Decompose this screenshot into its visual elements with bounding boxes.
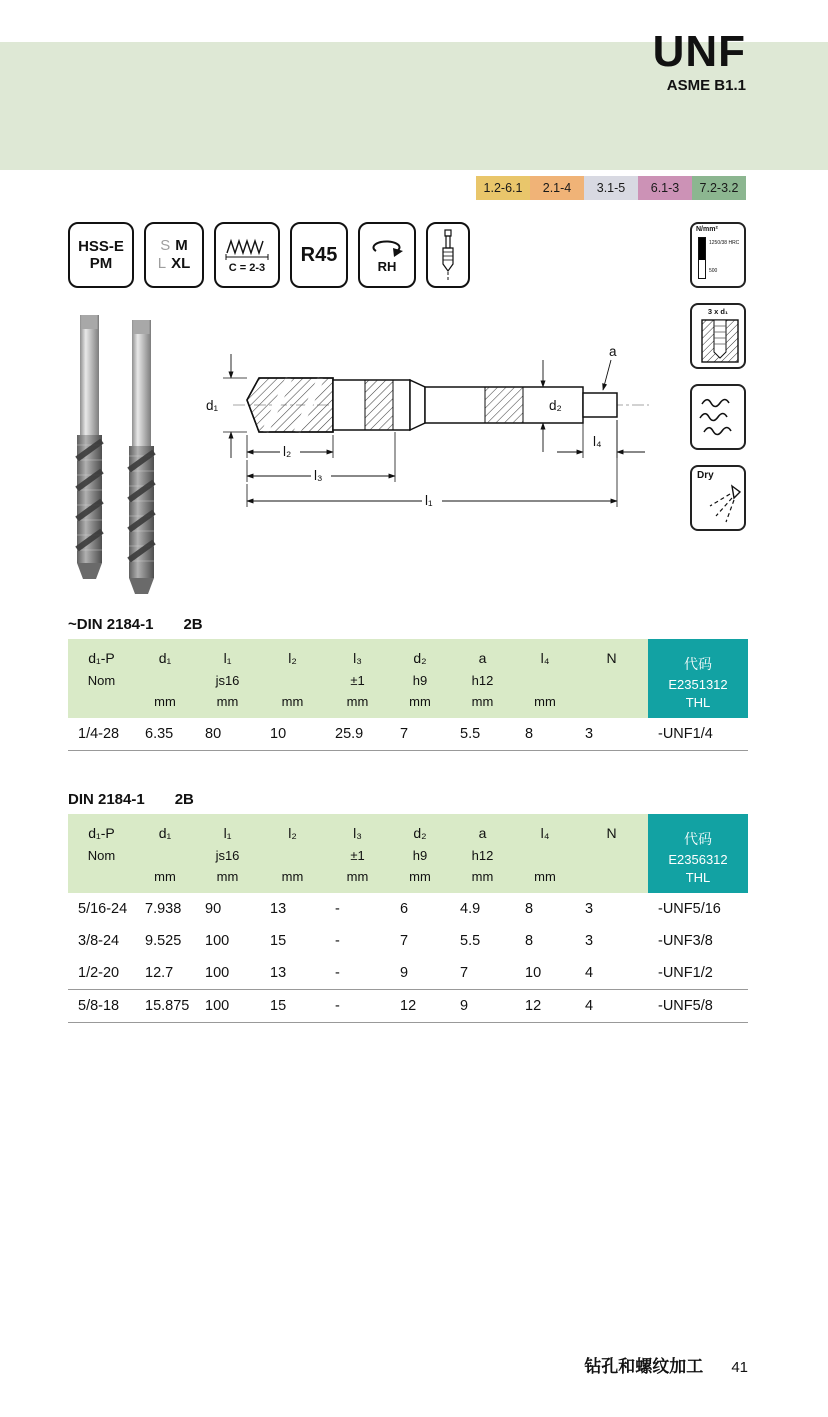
header-cell: js16 (195, 845, 260, 865)
header-cell (68, 865, 135, 893)
header-cell: h9 (390, 845, 450, 865)
size-row (160, 237, 188, 255)
data-cell: - (325, 893, 390, 925)
material-line2: PM (89, 255, 113, 272)
header-cell: mm (135, 690, 195, 718)
range-label: 3.1-5 (596, 181, 626, 195)
data-cell: 8 (515, 925, 575, 957)
data-cell: 3 (575, 893, 648, 925)
header-cell: l₄ (515, 639, 575, 670)
header-cell: js16 (195, 670, 260, 690)
header-cell: mm (390, 690, 450, 718)
code-cell (648, 639, 748, 718)
header-cell: mm (260, 865, 325, 893)
header-cell (68, 690, 135, 718)
data-cell: 9 (390, 957, 450, 990)
tool-type-badge (426, 222, 470, 288)
header-cell: h12 (450, 670, 515, 690)
hardness-min-label: 500 (709, 268, 718, 274)
page-subtitle: ASME B1.1 (666, 77, 746, 94)
blind-hole-icon (694, 318, 746, 368)
data-cell: 3/8-24 (68, 925, 135, 957)
table2-thread-class: 2B (174, 791, 194, 808)
rotation-label: RH (377, 259, 397, 274)
code-cell (648, 814, 748, 893)
data-cell: 7 (450, 957, 515, 990)
header-cell: l₁ (195, 814, 260, 845)
header-cell: d₁ (135, 814, 195, 845)
data-cell: 1/4-28 (68, 718, 135, 751)
header-row-symbols (68, 814, 748, 845)
table-row (68, 990, 748, 1023)
dry-machining-icon (690, 465, 746, 531)
badge-row (68, 222, 470, 288)
data-cell: 8 (515, 893, 575, 925)
header-cell: mm (390, 865, 450, 893)
chamfer-badge (214, 222, 280, 288)
header-cell: mm (515, 690, 575, 718)
page-footer (584, 1352, 748, 1377)
spray-icon (694, 482, 746, 528)
data-cell: 5.5 (450, 718, 515, 751)
tap-icon (437, 228, 459, 282)
depth-label: 3 x d₁ (707, 307, 729, 316)
header-cell: ±1 (325, 845, 390, 865)
header-cell (260, 670, 325, 690)
header-cell: mm (325, 690, 390, 718)
chips-icon (690, 384, 746, 450)
header-cell: l₃ (325, 814, 390, 845)
header-cell: l₂ (260, 639, 325, 670)
table1-thread-class: 2B (183, 616, 203, 633)
page-title: UNF (652, 27, 746, 76)
header-cell: d₁-P (68, 814, 135, 845)
header-row-tolerances (68, 845, 748, 865)
header-cell: h9 (390, 670, 450, 690)
radius-label: R45 (300, 243, 338, 266)
header-cell: d₂ (390, 814, 450, 845)
range-segment (584, 176, 638, 200)
rotation-arrow-icon (368, 236, 406, 258)
size-m: M (175, 237, 188, 254)
header-cell (260, 845, 325, 865)
data-cell: 4 (575, 990, 648, 1023)
header-cell: mm (450, 865, 515, 893)
header-cell: h12 (450, 845, 515, 865)
data-cell: 15.875 (135, 990, 195, 1023)
header-cell (575, 690, 648, 718)
header-cell: Nom (68, 670, 135, 690)
data-cell: 9.525 (135, 925, 195, 957)
data-cell: 13 (260, 893, 325, 925)
header-cell: d₂ (390, 639, 450, 670)
header-cell: mm (195, 690, 260, 718)
dim-label-l1: l₁ (425, 493, 433, 508)
header-cell: a (450, 814, 515, 845)
dim-label-l3: l₃ (314, 468, 323, 483)
chamfer-label: C = 2-3 (228, 262, 266, 274)
header-cell: mm (515, 865, 575, 893)
data-cell: 10 (515, 957, 575, 990)
size-s: S (160, 237, 171, 254)
header-cell: l₃ (325, 639, 390, 670)
header-cell (135, 670, 195, 690)
header-cell (515, 845, 575, 865)
code-number: E2351312 (668, 677, 728, 692)
code-number: E2356312 (668, 852, 728, 867)
data-cell: 7 (390, 718, 450, 751)
helix-angle-badge (290, 222, 348, 288)
dim-label-d1: d₁ (206, 398, 219, 413)
data-cell: -UNF1/2 (648, 957, 748, 990)
technical-drawing (205, 340, 655, 525)
thread-profile-icon (224, 236, 270, 260)
data-cell: 3 (575, 925, 648, 957)
hardness-unit-label: N/mm² (696, 226, 718, 233)
range-label: 1.2-6.1 (483, 181, 523, 195)
header-cell: mm (260, 690, 325, 718)
data-cell: 100 (195, 957, 260, 990)
page-number: 41 (731, 1359, 748, 1376)
data-cell: 6.35 (135, 718, 195, 751)
data-cell: 3 (575, 718, 648, 751)
header-cell: d₁-P (68, 639, 135, 670)
header-cell: mm (135, 865, 195, 893)
data-cell: 15 (260, 990, 325, 1023)
data-cell: 12 (515, 990, 575, 1023)
rotation-badge (358, 222, 416, 288)
header-cell: mm (325, 865, 390, 893)
header-cell (575, 865, 648, 893)
header-cell (515, 670, 575, 690)
code-suffix: THL (685, 695, 711, 710)
data-cell: - (325, 990, 390, 1023)
size-row (158, 255, 191, 273)
header-cell: mm (195, 865, 260, 893)
data-cell: -UNF5/16 (648, 893, 748, 925)
data-cell: 5.5 (450, 925, 515, 957)
hardness-max-label: 1250/38 HRC (709, 240, 740, 246)
data-cell: -UNF1/4 (648, 718, 748, 751)
table1-title (68, 616, 748, 633)
dim-label-a: a (609, 344, 617, 359)
header-cell: l₂ (260, 814, 325, 845)
data-cell: 12.7 (135, 957, 195, 990)
header-row-tolerances (68, 670, 748, 690)
range-label: 6.1-3 (650, 181, 680, 195)
data-cell: 6 (390, 893, 450, 925)
table1-standard: ~DIN 2184-1 (68, 616, 154, 633)
range-segment (476, 176, 530, 200)
footer-section-title: 钻孔和螺纹加工 (584, 1357, 704, 1376)
table-row (68, 925, 748, 957)
range-label: 2.1-4 (542, 181, 572, 195)
data-cell: - (325, 957, 390, 990)
data-cell: 13 (260, 957, 325, 990)
table2-section (68, 791, 748, 1023)
data-cell: 1/2-20 (68, 957, 135, 990)
data-cell: 4 (575, 957, 648, 990)
product-photos (66, 315, 171, 605)
data-cell: 9 (450, 990, 515, 1023)
data-cell: 5/8-18 (68, 990, 135, 1023)
brand-block (652, 27, 746, 94)
range-bar (476, 176, 746, 200)
data-cell: 5/16-24 (68, 893, 135, 925)
header-row-units (68, 865, 748, 893)
hardness-icon (690, 222, 746, 288)
tap-dimension-drawing (205, 340, 655, 520)
header-cell: a (450, 639, 515, 670)
data-cell: 15 (260, 925, 325, 957)
data-cell: 12 (390, 990, 450, 1023)
spec-table-2 (68, 814, 748, 1023)
table-row (68, 718, 748, 751)
dim-label-l2: l₂ (283, 444, 292, 459)
material-line1: HSS-E (78, 237, 124, 255)
spec-table-1 (68, 639, 748, 751)
table2-standard: DIN 2184-1 (68, 791, 145, 808)
dim-label-l4: l₄ (593, 434, 602, 449)
range-label: 7.2-3.2 (699, 181, 739, 195)
code-label: 代码 (684, 831, 712, 847)
data-cell: 100 (195, 925, 260, 957)
material-badge (68, 222, 134, 288)
code-label: 代码 (684, 656, 712, 672)
header-row-symbols (68, 639, 748, 670)
header-cell (575, 845, 648, 865)
header-row-units (68, 690, 748, 718)
header-cell: l₄ (515, 814, 575, 845)
header-cell: l₁ (195, 639, 260, 670)
dry-label: Dry (697, 470, 714, 481)
header-cell: Nom (68, 845, 135, 865)
tap-photo (66, 315, 114, 590)
header-cell: d₁ (135, 639, 195, 670)
data-cell: 25.9 (325, 718, 390, 751)
data-cell: - (325, 925, 390, 957)
data-cell: 100 (195, 990, 260, 1023)
range-segment (530, 176, 584, 200)
hardness-scale-bar (698, 237, 706, 279)
swarf-icon (692, 386, 744, 448)
data-cell: 7.938 (135, 893, 195, 925)
header-cell: ±1 (325, 670, 390, 690)
size-xl: XL (171, 255, 191, 272)
table-row (68, 893, 748, 925)
data-cell: 80 (195, 718, 260, 751)
range-segment (638, 176, 692, 200)
table-row (68, 957, 748, 990)
data-cell: -UNF3/8 (648, 925, 748, 957)
size-badge (144, 222, 204, 288)
table1-section (68, 616, 748, 751)
header-cell: N (575, 814, 648, 845)
code-suffix: THL (685, 870, 711, 885)
header-cell (135, 845, 195, 865)
dim-label-d2: d₂ (549, 398, 562, 413)
data-cell: 90 (195, 893, 260, 925)
header-cell: mm (450, 690, 515, 718)
data-cell: -UNF5/8 (648, 990, 748, 1023)
header-cell: N (575, 639, 648, 670)
size-l: L (157, 255, 167, 272)
data-cell: 10 (260, 718, 325, 751)
data-cell: 4.9 (450, 893, 515, 925)
table2-title (68, 791, 748, 808)
data-cell: 7 (390, 925, 450, 957)
tap-photo (118, 320, 166, 605)
range-segment (692, 176, 746, 200)
data-cell: 8 (515, 718, 575, 751)
header-cell (575, 670, 648, 690)
thread-depth-icon (690, 303, 746, 369)
